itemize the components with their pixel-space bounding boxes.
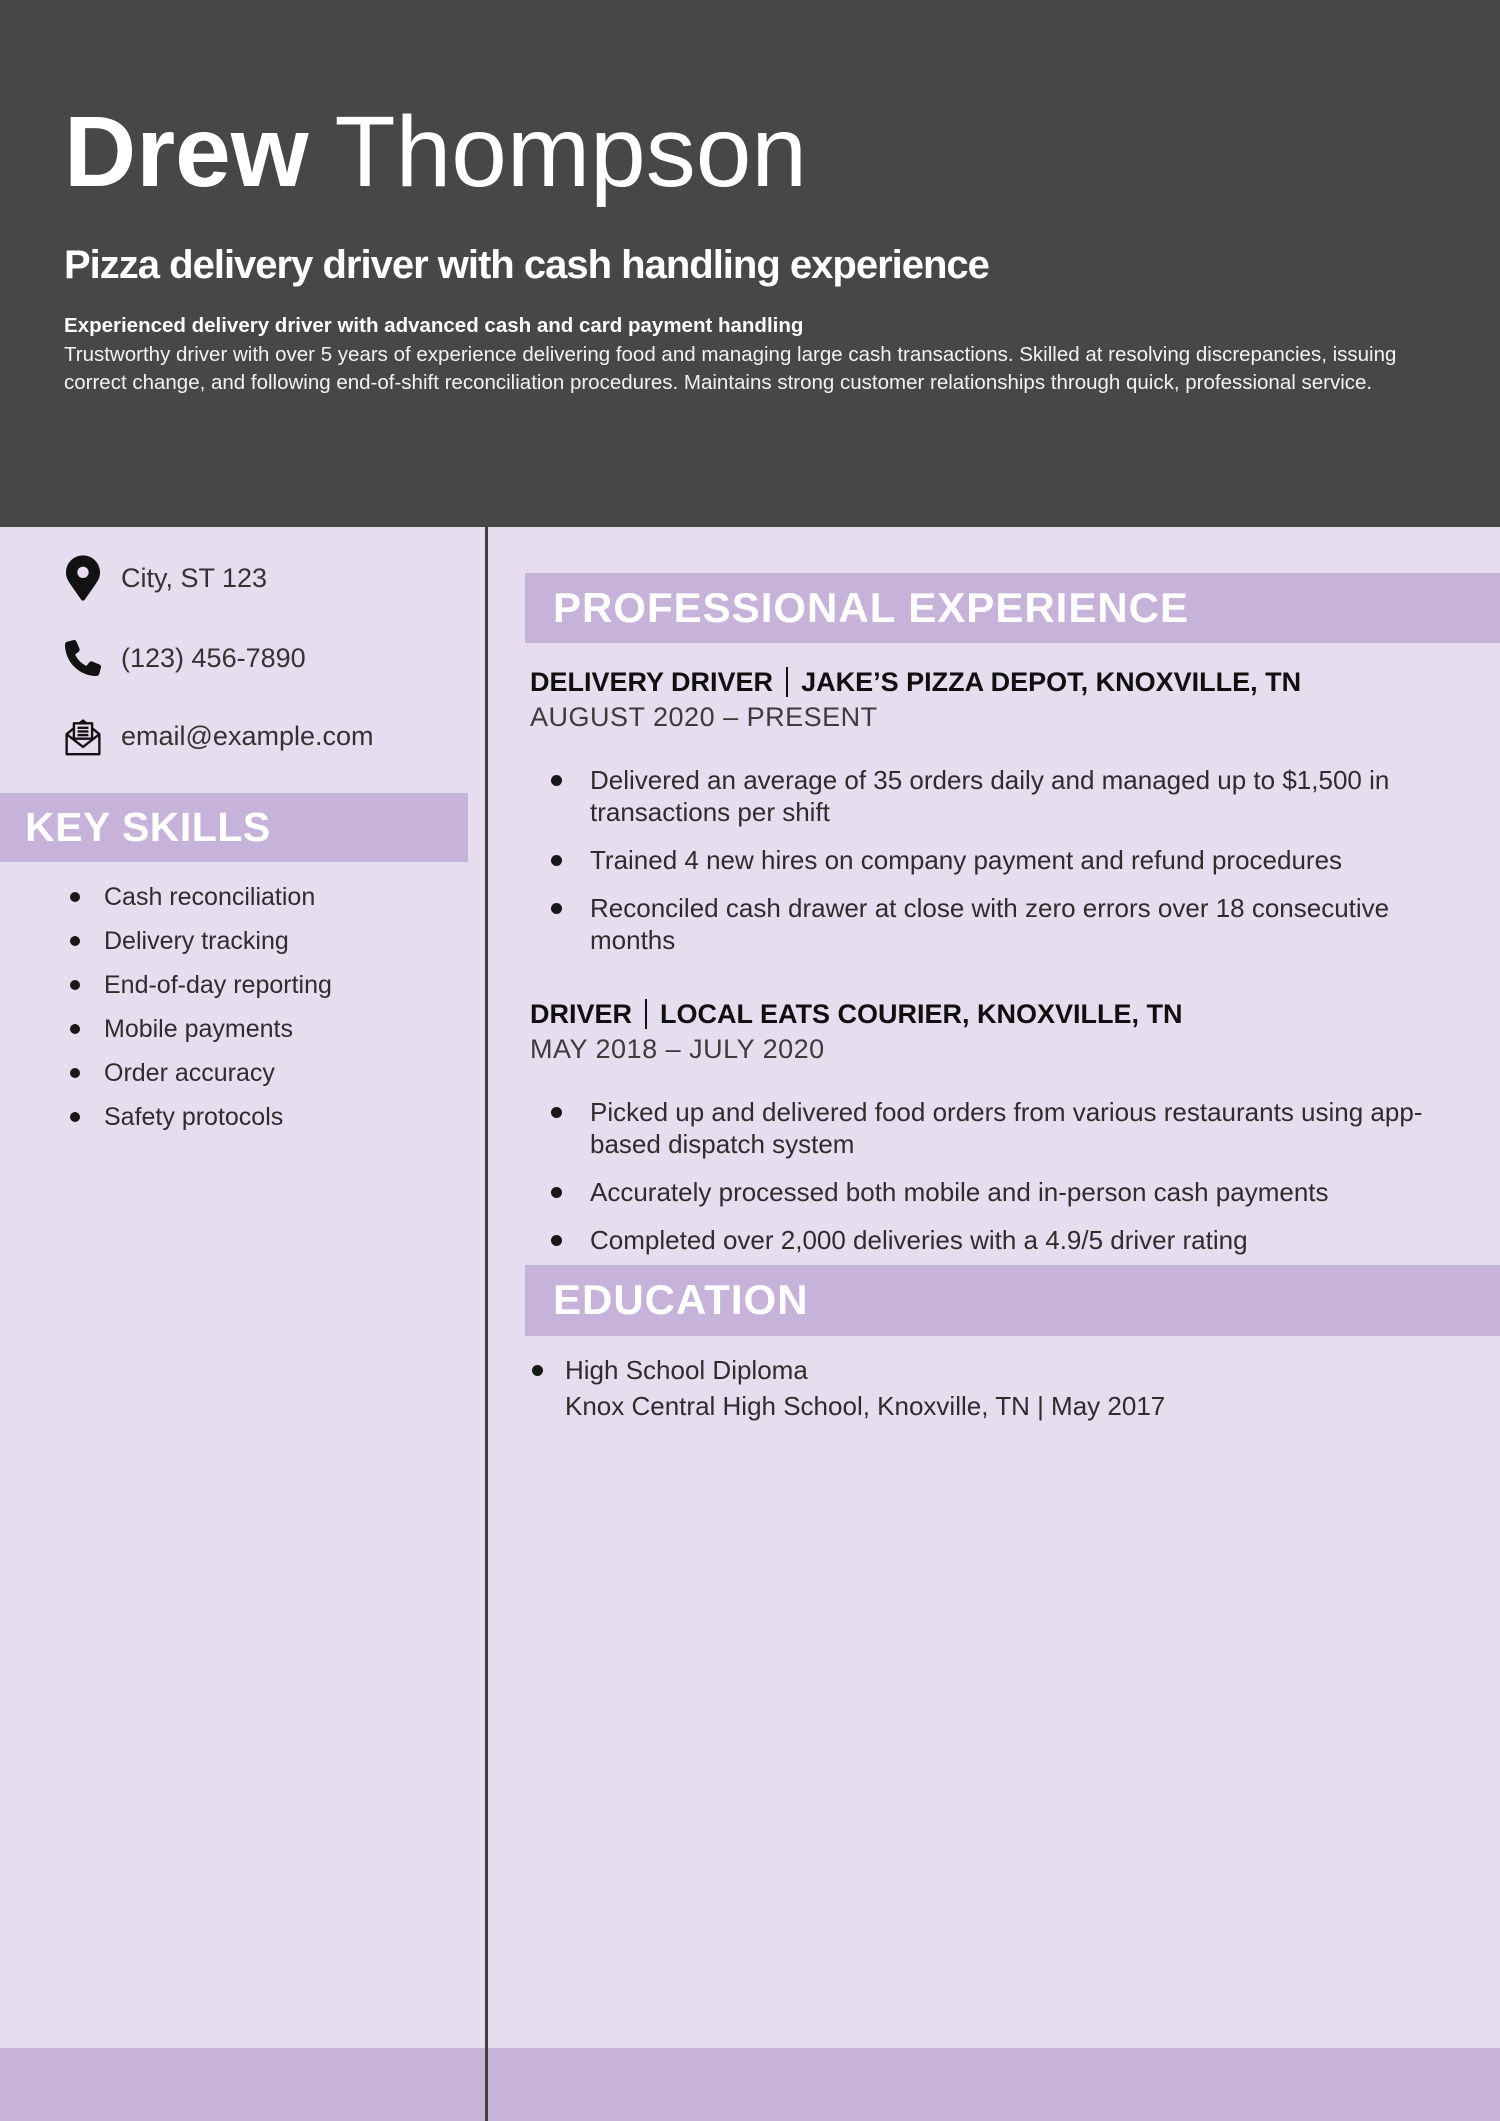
job-bullet: Trained 4 new hires on company payment and refund procedures [530, 844, 1435, 876]
skill-item: Order accuracy [68, 1058, 468, 1088]
summary-heading: Experienced delivery driver with advanced cash and card payment handling [64, 314, 804, 337]
education-band [525, 1265, 1500, 1336]
job-bullet-list [530, 764, 1435, 956]
contact-email-text: email@example.com [121, 720, 374, 751]
footer-band [0, 2048, 1500, 2121]
education-degree: High School Diploma [565, 1355, 808, 1385]
job-bullet: Picked up and delivered food orders from various restaurants using app-based dispatch system [530, 1096, 1435, 1160]
job-bullet: Accurately processed both mobile and in-person cash payments [530, 1176, 1435, 1208]
column-divider [485, 527, 488, 2121]
last-name: Thompson [334, 96, 807, 208]
skill-item: Delivery tracking [68, 926, 468, 956]
first-name: Drew [64, 96, 309, 208]
education-details: Knox Central High School, Knoxville, TN | May 2017 [565, 1391, 1166, 1421]
education-entry [530, 1352, 1465, 1424]
contact-location-text: City, ST 123 [121, 562, 268, 593]
job-entry [530, 666, 1465, 972]
key-skills-list [68, 882, 468, 1146]
job-bullet: Completed over 2,000 deliveries with a 4.9/5 driver rating [530, 1224, 1435, 1256]
email-envelope-icon [63, 715, 103, 757]
job-bullet: Reconciled cash drawer at close with zero errors over 18 consecutive months [530, 892, 1435, 956]
candidate-name [64, 96, 807, 208]
title-separator-bar [786, 667, 788, 697]
skill-item: Mobile payments [68, 1014, 468, 1044]
contact-row-phone [63, 634, 306, 682]
key-skills-band [0, 793, 468, 862]
key-skills-heading: KEY SKILLS [25, 804, 271, 850]
job-dates: MAY 2018 – JULY 2020 [530, 1034, 825, 1064]
contact-row-location [63, 554, 267, 602]
job-title-line [530, 666, 1465, 698]
job-title-line [530, 998, 1465, 1030]
job-role: DELIVERY DRIVER [530, 667, 774, 697]
experience-heading: PROFESSIONAL EXPERIENCE [553, 584, 1190, 631]
job-bullet-list [530, 1096, 1435, 1256]
job-entry [530, 998, 1465, 1272]
job-role: DRIVER [530, 999, 633, 1029]
title-separator-bar [645, 999, 647, 1029]
skill-item: Cash reconciliation [68, 882, 468, 912]
job-company: LOCAL EATS COURIER, KNOXVILLE, TN [660, 999, 1183, 1029]
phone-icon [63, 640, 103, 676]
contact-phone-text: (123) 456-7890 [121, 642, 306, 673]
contact-row-email [63, 712, 374, 760]
job-dates: AUGUST 2020 – PRESENT [530, 702, 878, 732]
location-pin-icon [63, 555, 103, 601]
headline: Pizza delivery driver with cash handling experience [64, 243, 989, 287]
job-company: JAKE’S PIZZA DEPOT, KNOXVILLE, TN [801, 667, 1302, 697]
skill-item: End-of-day reporting [68, 970, 468, 1000]
header-banner [0, 0, 1500, 527]
experience-band [525, 573, 1500, 643]
skill-item: Safety protocols [68, 1102, 468, 1132]
education-heading: EDUCATION [553, 1276, 809, 1323]
job-bullet: Delivered an average of 35 orders daily and managed up to $1,500 in transactions per shift [530, 764, 1435, 828]
summary-text: Trustworthy driver with over 5 years of experience delivering food and managing large cash transactions. Skilled at resolving discrepancies, issuing correct change, and following end-of-shift reconciliation procedures. Maintains strong customer relationships through quick, professional service. [64, 343, 1397, 394]
